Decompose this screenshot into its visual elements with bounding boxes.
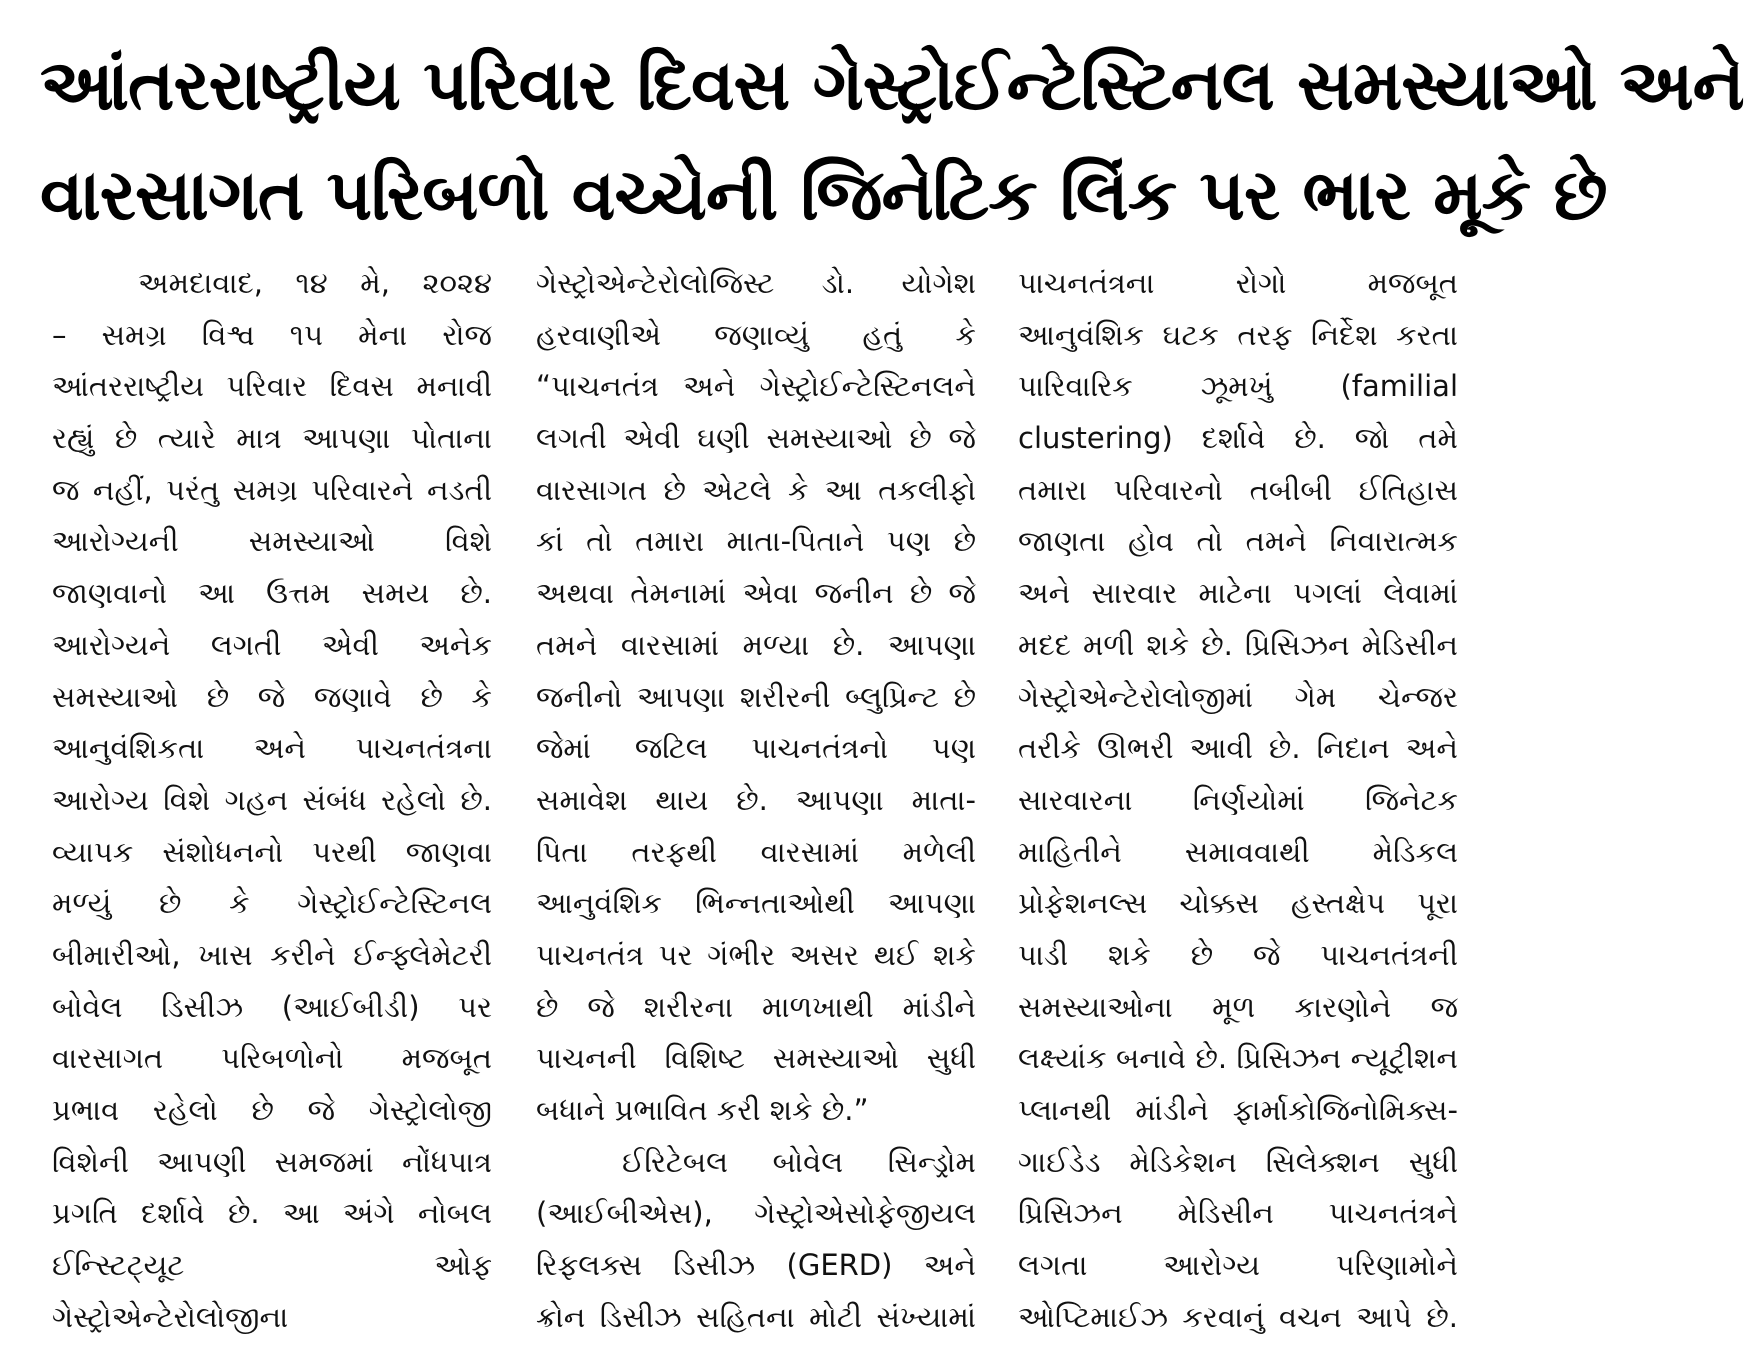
text-line: મળ્યું છે કે ગેસ્ટ્રોઈન્ટેસ્ટિનલ: [52, 886, 492, 921]
text-line: ગેસ્ટ્રોએન્ટેરોલોજિસ્ટ ડો. યોગેશ: [536, 266, 976, 300]
text-line: બધાને પ્રભાવિત કરી શકે છે.”: [536, 1093, 869, 1127]
text-line: આનુવંશિક ઘટક તરફ નિર્દેશ કરતા: [1018, 317, 1458, 352]
headline-line-1: આંતરરાષ્ટ્રીય પરિવાર દિવસ ગેસ્ટ્રોઈન્ટેસ્ટિનલ સમસ્યાઓ અને: [40, 44, 1744, 126]
text-line: જાણવાનો આ ઉત્તમ સમય છે.: [52, 576, 492, 611]
text-line: ગાઈડેડ મેડિકેશન સિલેક્શન સુધી: [1018, 1144, 1458, 1179]
text-line: અથવા તેમનામાં એવા જનીન છે જે: [536, 576, 976, 611]
text-line: પારિવારિક ઝૂમખું (familial: [1018, 369, 1458, 404]
text-line: પાચનતંત્ર પર ગંભીર અસર થઈ શકે: [536, 937, 976, 972]
text-line: રિફલક્સ ડિસીઝ (GERD) અને: [536, 1248, 976, 1283]
text-line: પ્રિસિઝન મેડિસીન પાચનતંત્રને: [1018, 1196, 1458, 1231]
text-line: પાચનતંત્રના રોગો મજબૂત: [1018, 266, 1458, 300]
text-line: વારસાગત પરિબળોનો મજબૂત: [52, 1041, 492, 1076]
article-body: [52, 258, 1462, 1334]
text-line: હરવાણીએ જણાવ્યું હતું કે: [536, 317, 976, 352]
text-line: આરોગ્ય વિશે ગહન સંબંધ રહેલો છે.: [52, 782, 492, 817]
text-line: લગતા આરોગ્ય પરિણામોને: [1018, 1248, 1458, 1283]
paragraph-start-line: ઈરિટેબલ બોવેલ સિન્ડ્રોમ: [622, 1144, 976, 1179]
text-line: પાચનની વિશિષ્ટ સમસ્યાઓ સુધી: [536, 1041, 976, 1076]
article-column-2: [536, 258, 976, 1334]
text-line: માહિતીને સમાવવાથી મેડિકલ: [1018, 834, 1458, 869]
text-line: જનીનો આપણા શરીરની બ્લુપ્રિન્ટ છે: [536, 679, 976, 714]
text-line: પ્રગતિ દર્શાવે છે. આ અંગે નોબલ: [52, 1196, 492, 1231]
text-line: – સમગ્ર વિશ્વ ૧૫ મેના રોજ: [52, 317, 492, 352]
text-line: પ્લાનથી માંડીને ફાર્માકોજિનોમિક્સ-: [1018, 1093, 1458, 1127]
text-line: વિશેની આપણી સમજમાં નોંધપાત્ર: [52, 1144, 492, 1179]
text-line: મદદ મળી શકે છે. પ્રિસિઝન મેડિસીન: [1018, 627, 1458, 662]
text-line: વ્યાપક સંશોધનનો પરથી જાણવા: [52, 834, 492, 869]
text-line: આનુવંશિક ભિન્નતાઓથી આપણા: [536, 886, 976, 921]
text-line: બોવેલ ડિસીઝ (આઈબીડી) પર: [52, 989, 492, 1024]
text-line: તમારા પરિવારનો તબીબી ઈતિહાસ: [1018, 472, 1458, 507]
text-line: અને સારવાર માટેના પગલાં લેવામાં: [1018, 576, 1458, 611]
text-line: પિતા તરફથી વારસામાં મળેલી: [536, 834, 976, 869]
dateline: અમદાવાદ, ૧૪ મે, ૨૦૨૪: [138, 266, 492, 300]
text-line: (આઈબીએસ), ગેસ્ટ્રોએસોફેજીયલ: [536, 1196, 976, 1231]
text-line: પ્રોફેશનલ્સ ચોક્કસ હસ્તક્ષેપ પૂરા: [1018, 886, 1458, 921]
text-line: ગેસ્ટ્રોએન્ટેરોલોજીના: [52, 1299, 289, 1334]
article-column-1: [52, 258, 492, 1334]
article-column-3: [1018, 258, 1458, 1334]
text-line: clustering) દર્શાવે છે. જો તમે: [1018, 421, 1458, 456]
text-line: ગેસ્ટ્રોએન્ટેરોલોજીમાં ગેમ ચેન્જર: [1018, 679, 1458, 714]
text-line: છે જે શરીરના માળખાથી માંડીને: [536, 989, 976, 1024]
text-line: ઓપ્ટિમાઈઝ કરવાનું વચન આપે છે.: [1018, 1299, 1458, 1334]
text-line: પ્રભાવ રહેલો છે જે ગેસ્ટ્રોલોજી: [52, 1093, 492, 1127]
text-line: જેમાં જટિલ પાચનતંત્રનો પણ: [536, 731, 976, 766]
text-line: વારસાગત છે એટલે કે આ તકલીફો: [536, 472, 976, 507]
text-line: પાડી શકે છે જે પાચનતંત્રની: [1018, 937, 1458, 972]
text-line: તરીકે ઊભરી આવી છે. નિદાન અને: [1018, 731, 1458, 766]
text-line: જાણતા હોવ તો તમને નિવારાત્મક: [1018, 524, 1458, 559]
text-line: બીમારીઓ, ખાસ કરીને ઈન્ફ્લેમેટરી: [52, 937, 492, 972]
text-line: લગતી એવી ઘણી સમસ્યાઓ છે જે: [536, 421, 976, 456]
text-line: ક્રોન ડિસીઝ સહિતના મોટી સંખ્યામાં: [536, 1299, 976, 1334]
text-line: જ નહીં, પરંતુ સમગ્ર પરિવારને નડતી: [52, 472, 492, 507]
text-line: ઈન્સ્ટિટ્યૂટ ઓફ: [52, 1248, 492, 1283]
text-line: આરોગ્યને લગતી એવી અનેક: [52, 627, 492, 662]
text-line: સમસ્યાઓના મૂળ કારણોને જ: [1018, 989, 1458, 1024]
text-line: “પાચનતંત્ર અને ગેસ્ટ્રોઈન્ટેસ્ટિનલને: [536, 369, 976, 404]
text-line: સમસ્યાઓ છે જે જણાવે છે કે: [52, 679, 492, 714]
text-line: સારવારના નિર્ણયોમાં જિનેટક: [1018, 782, 1458, 817]
text-line: આંતરરાષ્ટ્રીય પરિવાર દિવસ મનાવી: [52, 369, 492, 404]
headline-line-2: વારસાગત પરિબળો વચ્ચેની જિનેટિક લિંક પર ભાર મૂકે છે: [40, 154, 1607, 236]
text-line: સમાવેશ થાય છે. આપણા માતા-: [536, 782, 976, 817]
text-line: આનુવંશિકતા અને પાચનતંત્રના: [52, 731, 492, 766]
text-line: કાં તો તમારા માતા-પિતાને પણ છે: [536, 524, 976, 559]
text-line: તમને વારસામાં મળ્યા છે. આપણા: [536, 627, 976, 662]
text-line: લક્ષ્યાંક બનાવે છે. પ્રિસિઝન ન્યૂટ્રીશન: [1018, 1041, 1458, 1076]
article-headline: [40, 30, 1744, 250]
text-line: આરોગ્યની સમસ્યાઓ વિશે: [52, 524, 492, 559]
text-line: રહ્યું છે ત્યારે માત્ર આપણા પોતાના: [52, 421, 492, 456]
